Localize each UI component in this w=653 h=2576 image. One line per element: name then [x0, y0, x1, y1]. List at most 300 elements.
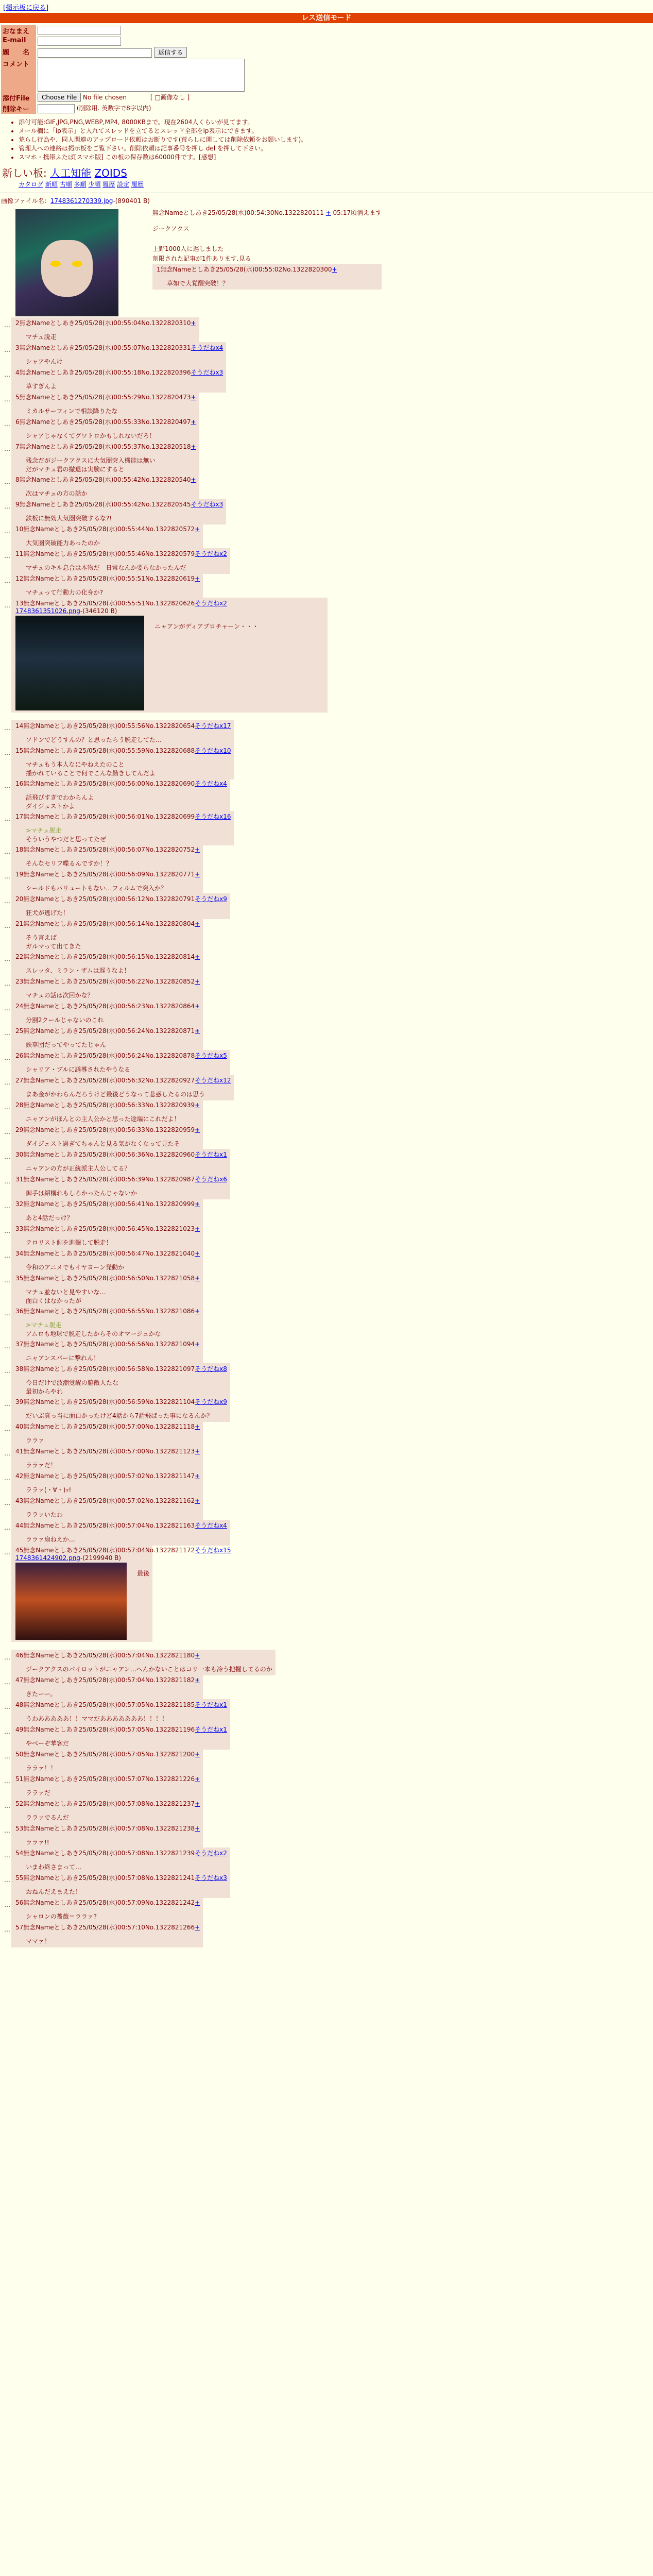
reply-header-text: 27無念Nameとしあき25/05/28(水)00:56:32No.1322820927 [15, 1077, 195, 1084]
reply-header [15, 574, 200, 583]
sodane-button[interactable]: そうだねx15 [195, 1547, 231, 1554]
reply-header-text: 21無念Nameとしあき25/05/28(水)00:56:14No.1322820804 [15, 920, 195, 927]
reply-body: 御手は紹構れもしろかったんじゃないか [26, 1190, 138, 1197]
note-item: • スマホ・携帯ふたば[スマホ版] この板の保存数は60000件です。[感想] [19, 153, 653, 162]
reply-header [15, 1471, 200, 1480]
reply-header [15, 417, 196, 426]
board-notes [10, 118, 653, 162]
reply-header [15, 812, 231, 821]
reply-header [15, 549, 227, 558]
sodane-button[interactable]: + [195, 1676, 200, 1684]
reply-indent-mark: … [4, 1153, 10, 1160]
choose-file-button[interactable]: Choose File [38, 93, 81, 102]
reply-indent-mark: … [4, 396, 10, 403]
reply-post [11, 1273, 203, 1307]
reply-post [11, 844, 203, 870]
reply-header [15, 1923, 200, 1931]
reply-post [11, 1520, 230, 1546]
reply-post [11, 778, 230, 812]
reply-indent-mark: … [4, 1654, 10, 1661]
reply-post [11, 1396, 230, 1422]
sodane-button[interactable]: そうだねx2 [195, 600, 227, 607]
reply-body: 大気圏突破能力あったのか [26, 539, 100, 547]
sodane-button[interactable]: そうだねx1 [195, 1151, 227, 1158]
reply-header [15, 1100, 200, 1109]
sodane-button[interactable]: + [195, 1497, 200, 1504]
sodane-button[interactable]: + [195, 1003, 200, 1010]
reply-post [11, 1001, 203, 1026]
email-label: E-mail [1, 36, 36, 46]
reply-header-text: 13無念Nameとしあき25/05/28(水)00:55:51No.1322820626 [15, 600, 195, 607]
reply-body: ママァ！ [26, 1938, 51, 1945]
reply-post [11, 1149, 230, 1175]
reply-indent-mark: … [4, 1005, 10, 1012]
reply-header-text: 51無念Nameとしあき25/05/28(水)00:57:07No.1322821226 [15, 1775, 195, 1783]
sodane-button[interactable]: そうだねx3 [195, 1874, 227, 1882]
sodane-button[interactable]: そうだねx9 [195, 895, 227, 903]
reply-body: 今日だけで波潮覚醒の脇敵人たな [26, 1379, 119, 1386]
reply-indent-mark: … [4, 1450, 10, 1457]
reply-indent-mark: … [4, 1343, 10, 1350]
reply-header-text: 48無念Nameとしあき25/05/28(水)00:57:05No.1322821185 [15, 1701, 195, 1708]
sodane-button[interactable]: そうだねx6 [195, 1176, 227, 1183]
op-sodane[interactable]: + [325, 209, 331, 216]
sodane-button[interactable]: + [195, 846, 200, 853]
op-file-link[interactable]: 1748361270339.jpg [50, 197, 113, 205]
sodane-button[interactable]: + [195, 1448, 200, 1455]
reply-header-text: 57無念Nameとしあき25/05/28(水)00:57:10No.1322821266 [15, 1924, 195, 1931]
reply-header [15, 1307, 200, 1315]
reply-header-text: 56無念Nameとしあき25/05/28(水)00:57:09No.1322821242 [15, 1899, 195, 1906]
reply-indent-mark: … [4, 1549, 10, 1556]
reply-header-text: 32無念Nameとしあき25/05/28(水)00:56:41No.1322820999 [15, 1200, 195, 1208]
reply-post [11, 1674, 203, 1700]
reply-body: やべーぞ華客だ [26, 1740, 70, 1747]
reply-body: そんなセリフ喋るんですか！？ [26, 860, 113, 867]
reply-body: ガルマって出てきた [26, 943, 81, 950]
reply-header-text: 46無念Nameとしあき25/05/28(水)00:57:04No.1322821180 [15, 1652, 195, 1659]
reply-post [11, 548, 230, 574]
reply-header-text: 41無念Nameとしあき25/05/28(水)00:57:00No.1322821123 [15, 1448, 195, 1455]
sodane-button[interactable]: そうだねx10 [195, 747, 231, 754]
reply-indent-mark: … [4, 1178, 10, 1185]
sort-old-link[interactable]: 古順 [59, 181, 72, 188]
reply-header-text: 35無念Nameとしあき25/05/28(水)00:56:50No.1322821058 [15, 1275, 195, 1282]
reply-file-line [15, 1554, 149, 1562]
reply-header [15, 1274, 200, 1282]
reply-body: マチュ脱走 [26, 333, 57, 341]
sodane-button[interactable]: + [191, 476, 196, 483]
reply-header-text: 9無念Nameとしあき25/05/28(水)00:55:42No.1322820545 [15, 501, 191, 508]
reply-header [15, 1076, 231, 1084]
reply-header [15, 1125, 200, 1134]
reply-post [11, 1650, 276, 1675]
email-input[interactable] [38, 37, 121, 46]
sodane-button[interactable]: そうだねx16 [195, 813, 231, 820]
sodane-button[interactable]: + [332, 266, 337, 273]
sodane-button[interactable]: + [195, 978, 200, 985]
reply-header-text: 49無念Nameとしあき25/05/28(水)00:57:05No.1322821196 [15, 1726, 195, 1733]
sodane-button[interactable]: + [195, 1250, 200, 1257]
reply-indent-mark: … [4, 1499, 10, 1506]
reply-indent-mark: … [4, 1876, 10, 1884]
sodane-button[interactable]: + [195, 1341, 200, 1348]
reply-header-text: 34無念Nameとしあき25/05/28(水)00:56:47No.1322821040 [15, 1250, 195, 1257]
reply-header [15, 746, 231, 755]
reply-header-text: 55無念Nameとしあき25/05/28(水)00:57:08No.1322821241 [15, 1874, 195, 1882]
reply-body: ララァ!! [26, 1839, 49, 1846]
reply-body: 令和のアニメでもイヤヨーン発動か [26, 1264, 125, 1271]
reply-header-text: 3無念Nameとしあき25/05/28(水)00:55:07No.1322820331 [15, 344, 191, 351]
reply-body: ニャアンスパーに撃れん！ [26, 1354, 100, 1362]
reply-body: 話飛びすぎでわからんよ [26, 794, 94, 801]
sodane-button[interactable]: + [195, 953, 200, 960]
reply-header [15, 1521, 227, 1530]
reply-post [11, 1025, 203, 1051]
reply-header [15, 1849, 227, 1857]
reply-post [11, 1823, 203, 1849]
reply-body: あと4話だっけ？ [26, 1214, 73, 1222]
reply-header-text: 39無念Nameとしあき25/05/28(水)00:56:59No.1322821104 [15, 1398, 195, 1405]
reply-header-text: 23無念Nameとしあき25/05/28(水)00:56:22No.1322820852 [15, 978, 195, 985]
new-board-link-zoids[interactable]: ZOIDS [94, 167, 127, 179]
reply-post [11, 474, 199, 500]
reply-indent-mark: … [4, 445, 10, 452]
sodane-button[interactable]: + [195, 575, 200, 582]
reply-header [15, 1799, 200, 1808]
reply-header-text: 43無念Nameとしあき25/05/28(水)00:57:02No.1322821162 [15, 1497, 195, 1504]
reply-file-size: -(2199940 B) [80, 1554, 122, 1562]
reply-body: ララァでるんだ [26, 1814, 69, 1821]
reply-post [11, 367, 226, 393]
reply-post [11, 1545, 231, 1642]
reply-post [11, 1050, 230, 1076]
sodane-button[interactable]: そうだねx3 [191, 501, 224, 508]
reply-header-text: 5無念Nameとしあき25/05/28(水)00:55:29No.1322820473 [15, 394, 191, 401]
reply-file-link[interactable]: 1748361424902.png [15, 1554, 80, 1562]
reply-header [15, 1051, 227, 1060]
reply-header-text: 16無念Nameとしあき25/05/28(水)00:56:00No.1322820690 [15, 780, 195, 787]
reply-body: 残念だがジークアクスに大気圏突入機能は無い [26, 457, 156, 464]
sodane-button[interactable]: + [195, 1126, 200, 1133]
reply-header [15, 870, 200, 878]
sort-new-link[interactable]: 新順 [45, 181, 58, 188]
reply-body: シールドもパリュートもない…フィルムで突入か？ [26, 885, 167, 892]
reply-body: 面白くはなかったが [26, 1297, 82, 1304]
reply-file-size: -(346120 B) [80, 607, 117, 615]
reply-indent-mark: … [4, 1079, 10, 1086]
sodane-button[interactable]: + [195, 1800, 200, 1807]
reply-post [11, 869, 203, 894]
reply-indent-mark: … [4, 1852, 10, 1859]
sodane-button[interactable]: そうだねx1 [195, 1701, 227, 1708]
reply-post [11, 1306, 203, 1340]
reply-post [11, 1248, 203, 1274]
reply-body: 草すぎんよ [26, 383, 57, 390]
eye-left [50, 261, 61, 267]
sodane-button[interactable]: そうだねx9 [195, 1398, 227, 1405]
reply-post [11, 1699, 230, 1725]
reply-header-text: 14無念Nameとしあき25/05/28(水)00:55:56No.1322820654 [15, 722, 195, 730]
sodane-button[interactable]: そうだねx4 [195, 1522, 227, 1529]
submit-reply-button[interactable]: 返信する [154, 47, 187, 58]
reply-header [15, 894, 227, 903]
reply-header-text: 6無念Nameとしあき25/05/28(水)00:55:33No.1322820497 [15, 418, 191, 426]
reply-header [15, 1546, 231, 1554]
sodane-button[interactable]: + [195, 526, 200, 533]
reply-post [11, 317, 199, 343]
reply-indent-mark: … [4, 1202, 10, 1210]
reply-body: まあ金がかわらんだろうけど最後どうなって悲惑したるのは思う [26, 1091, 205, 1098]
reply-indent-mark: … [4, 577, 10, 584]
sodane-button[interactable]: + [195, 1200, 200, 1208]
reply-header-text: 38無念Nameとしあき25/05/28(水)00:56:58No.1322821097 [15, 1365, 195, 1372]
reply-body: シャリア・ブルに誘導されたやうなる [26, 1066, 131, 1073]
reply-thumbnail[interactable] [15, 616, 144, 710]
reply-header [15, 475, 196, 484]
sodane-button[interactable]: そうだねx8 [195, 1365, 227, 1372]
reply-header [15, 1725, 227, 1734]
back-to-board-link[interactable]: [掲示板に戻る] [3, 4, 49, 12]
reply-post [11, 523, 203, 549]
reply-header [15, 1898, 200, 1907]
reply-header [15, 1651, 272, 1659]
sodane-button[interactable]: + [191, 319, 196, 327]
sodane-button[interactable]: そうだねx3 [191, 369, 224, 376]
reply-header-text: 36無念Nameとしあき25/05/28(水)00:56:55No.1322821086 [15, 1308, 195, 1315]
sodane-button[interactable]: そうだねx2 [195, 1850, 227, 1857]
reply-body: ララァだ！ [26, 1462, 57, 1469]
sodane-button[interactable]: + [191, 443, 196, 450]
reply-body: 鉄華団だってやってたじゃん [26, 1041, 107, 1048]
sodane-button[interactable]: そうだねx5 [195, 1052, 227, 1059]
sodane-button[interactable]: そうだねx4 [195, 780, 227, 787]
reply-indent-mark: … [4, 955, 10, 962]
op-line: 上野1000人に遅しました [152, 245, 224, 252]
reply-file-line [15, 607, 324, 615]
sort-few-link[interactable]: 少順 [88, 181, 101, 188]
reply-indent-mark: … [4, 321, 10, 329]
sodane-button[interactable]: + [195, 1775, 200, 1783]
reply-header-text: 24無念Nameとしあき25/05/28(水)00:56:23No.1322820864 [15, 1003, 195, 1010]
reply-header [15, 343, 223, 352]
reply-header [15, 442, 196, 451]
no-image-checkbox[interactable]: [ □画像なし ] [150, 94, 190, 101]
reply-indent-mark: … [4, 749, 10, 756]
settings-link[interactable]: 設定 [117, 181, 130, 188]
reply-header-text: 19無念Nameとしあき25/05/28(水)00:56:09No.1322820771 [15, 871, 195, 878]
reply-header [15, 1750, 200, 1758]
reply-post [11, 1363, 230, 1398]
reply-mode-banner: レス送信モード [0, 13, 653, 23]
reply-body: 鉄板に無効大気圏突破するな?! [26, 515, 112, 522]
history-link-2[interactable]: 履歴 [131, 181, 144, 188]
reply-body: 揺かれていることで何でこんな勤きしてんだよ [26, 770, 156, 777]
reply-body: アムロも地球で脱走したからそのオマージュかな [26, 1330, 161, 1337]
reply-indent-mark: … [4, 1753, 10, 1760]
reply-post [11, 499, 226, 524]
new-board-line [2, 165, 653, 180]
reply-post [11, 951, 203, 977]
op-header-text: 無念Nameとしあき25/05/28(水)00:54:30No.1322820111 [152, 209, 324, 216]
reply-indent-mark: … [4, 1679, 10, 1686]
reply-indent-mark: … [4, 1425, 10, 1432]
op-thumbnail[interactable] [15, 209, 118, 316]
reply-body: ララァいたわ [26, 1511, 63, 1518]
reply-header-text: 17無念Nameとしあき25/05/28(水)00:56:01No.1322820699 [15, 813, 195, 820]
note-item: • 荒らし行為や、同人関連のアップロード依頼はお断りです(荒らしに関しては削除依頼をお願いします)。 [19, 135, 653, 144]
reply-header-text: 18無念Nameとしあき25/05/28(水)00:56:07No.1322820752 [15, 846, 195, 853]
catalog-links [19, 180, 653, 189]
reply-post [11, 1099, 203, 1125]
reply-body: だいぶ真っ当に面白かったけど4話から7話飛ばった事になるんか？ [26, 1412, 213, 1419]
reply-header-text: 7無念Nameとしあき25/05/28(水)00:55:37No.1322820518 [15, 443, 191, 450]
reply-header-text: 47無念Nameとしあき25/05/28(水)00:57:04No.1322821182 [15, 1676, 195, 1684]
reply-header [15, 1002, 200, 1010]
reply-header-text: 26無念Nameとしあき25/05/28(水)00:56:24No.1322820878 [15, 1052, 195, 1059]
op-file-size: -(890401 B) [113, 197, 150, 205]
reply-indent-mark: … [4, 1524, 10, 1531]
reply-body: テロリスト側を進撃して脱走！ [26, 1239, 112, 1246]
reply-header-text: 10無念Nameとしあき25/05/28(水)00:55:44No.1322820572 [15, 526, 195, 533]
sodane-button[interactable]: + [195, 1924, 200, 1931]
reply-body: ララァ扇ねえか… [26, 1536, 75, 1543]
reply-post [11, 745, 234, 779]
sodane-button[interactable]: そうだねx12 [195, 1077, 231, 1084]
name-label: おなまえ [1, 25, 36, 36]
reply-body: ララァ！！ [26, 1765, 57, 1772]
note-item: • 添付可能:GIF,JPG,PNG,WEBP,MP4, 8000KBまで。現在2604人くらいが見てます。 [19, 118, 653, 127]
sodane-button[interactable]: + [195, 1101, 200, 1109]
reply-body: ララァ(・∀・)ｯ! [26, 1486, 72, 1494]
reply-post [11, 441, 199, 476]
delkey-input[interactable] [38, 104, 75, 113]
op-body [152, 208, 382, 290]
reply-body: ニャアンの方が正統派主人公してる？ [26, 1165, 131, 1172]
reply-post [11, 1198, 203, 1224]
sodane-button[interactable]: + [195, 1308, 200, 1315]
reply-indent-mark: … [4, 420, 10, 428]
reply-body: >マチュ脱走 [26, 1321, 62, 1329]
op-file-label: 画像ファイル名： [1, 197, 50, 205]
sodane-button[interactable]: + [195, 1899, 200, 1906]
reply-header-text: 31無念Nameとしあき25/05/28(水)00:56:39No.1322820987 [15, 1176, 195, 1183]
reply-body: きたーー。 [26, 1690, 57, 1698]
reply-indent-mark: … [4, 980, 10, 987]
reply-indent-mark: … [4, 848, 10, 855]
sodane-button[interactable]: + [191, 418, 196, 426]
reply-indent-mark: … [4, 1227, 10, 1234]
reply-indent-mark: … [4, 1310, 10, 1317]
reply-indent-mark: … [4, 1926, 10, 1933]
reply-body: シャアじゃなくてグワトロかもしれないだろ！ [26, 432, 156, 439]
reply-indent-mark: … [4, 478, 10, 485]
reply-body: ソドンでどうすんの？と思ったらう脱走してた… [26, 736, 162, 743]
reply-header [15, 1026, 200, 1035]
reply-header [15, 1150, 227, 1159]
reply-body: マチュって行動力の化身か? [26, 589, 104, 596]
reply-header [15, 1675, 200, 1684]
reply-indent-mark: … [4, 1029, 10, 1037]
catalog-link[interactable]: カタログ [19, 181, 44, 188]
reply-body: 分割2クールじゃないのこれ [26, 1016, 104, 1024]
sodane-button[interactable]: + [195, 1225, 200, 1232]
reply-header-text: 44無念Nameとしあき25/05/28(水)00:57:04No.1322821163 [15, 1522, 195, 1529]
reply-header-text: 11無念Nameとしあき25/05/28(水)00:55:46No.1322820579 [15, 550, 195, 557]
reply-header-text: 42無念Nameとしあき25/05/28(水)00:57:02No.1322821147 [15, 1472, 195, 1480]
sodane-button[interactable]: + [195, 920, 200, 927]
reply-header [15, 1397, 227, 1406]
reply-post [11, 1470, 203, 1496]
reply-header [15, 1199, 200, 1208]
reply-indent-mark: … [4, 1777, 10, 1785]
top-nav [0, 0, 653, 13]
reply-indent-mark: … [4, 1728, 10, 1735]
sodane-button[interactable]: そうだねx4 [191, 344, 224, 351]
reply-header-text: 15無念Nameとしあき25/05/28(水)00:55:59No.1322820688 [15, 747, 195, 754]
name-input[interactable] [38, 26, 121, 35]
reply-header [15, 779, 227, 788]
note-item: • 管理人への連絡は掲示板をご覧下さい。削除依頼は記事番号を押し del を押して下さい。 [19, 144, 653, 153]
sodane-button[interactable]: + [195, 1472, 200, 1480]
reply-post [11, 573, 203, 599]
reply-body: そう言えば [26, 934, 57, 941]
comment-textarea[interactable] [38, 59, 245, 92]
reply-body: マチュもう本人なにやねえたのこと [26, 761, 125, 768]
reply-body: ダイジェストかよ [26, 803, 75, 810]
sodane-button[interactable]: そうだねx1 [195, 1726, 227, 1733]
sort-many-link[interactable]: 多順 [74, 181, 87, 188]
reply-body: シャロンの薔薇＝ララァ? [26, 1913, 97, 1920]
character-face [41, 240, 93, 297]
comment-label: コメント [1, 58, 36, 92]
reply-post [11, 1446, 203, 1471]
sodane-button[interactable]: + [195, 1652, 200, 1659]
reply-body: ララァ [26, 1437, 44, 1444]
reply-post [11, 1798, 203, 1824]
sodane-button[interactable]: + [195, 1275, 200, 1282]
op-post [0, 207, 653, 317]
reply-thumbnail[interactable] [15, 1563, 127, 1640]
eye-right [72, 261, 82, 267]
op-header [152, 208, 382, 217]
sodane-button[interactable]: + [195, 871, 200, 878]
reply-post [11, 1749, 203, 1774]
sodane-button[interactable]: そうだねx17 [195, 722, 231, 730]
reply-post [11, 976, 203, 1002]
reply-indent-mark: … [4, 873, 10, 880]
sodane-button[interactable]: + [195, 1423, 200, 1430]
delkey-label: 削除キー [1, 103, 36, 114]
sodane-button[interactable]: + [191, 394, 196, 401]
reply-body: ダイジェスト過ぎてちゃんと見る気がなくなって見たそ [26, 1140, 180, 1147]
sodane-button[interactable]: + [195, 1825, 200, 1832]
reply-file-link[interactable]: 1748361351026.png [15, 607, 80, 615]
subject-input[interactable] [38, 48, 152, 58]
sodane-button[interactable]: + [195, 1027, 200, 1035]
reply-post [11, 1338, 203, 1364]
sodane-button[interactable]: + [195, 1751, 200, 1758]
reply-post [11, 342, 226, 368]
reply-indent-mark: … [4, 1475, 10, 1482]
reply-post [11, 1124, 203, 1150]
reply-header-text: 4無念Nameとしあき25/05/28(水)00:55:18No.1322820396 [15, 369, 191, 376]
history-link[interactable]: 履歴 [102, 181, 115, 188]
new-board-link-ai[interactable]: 人工知能 [50, 167, 92, 179]
sodane-button[interactable]: そうだねx2 [195, 550, 227, 557]
reply-body: マチュの話は次回かな？ [26, 992, 94, 999]
reply-header-text: 53無念Nameとしあき25/05/28(水)00:57:08No.1322821238 [15, 1825, 195, 1832]
